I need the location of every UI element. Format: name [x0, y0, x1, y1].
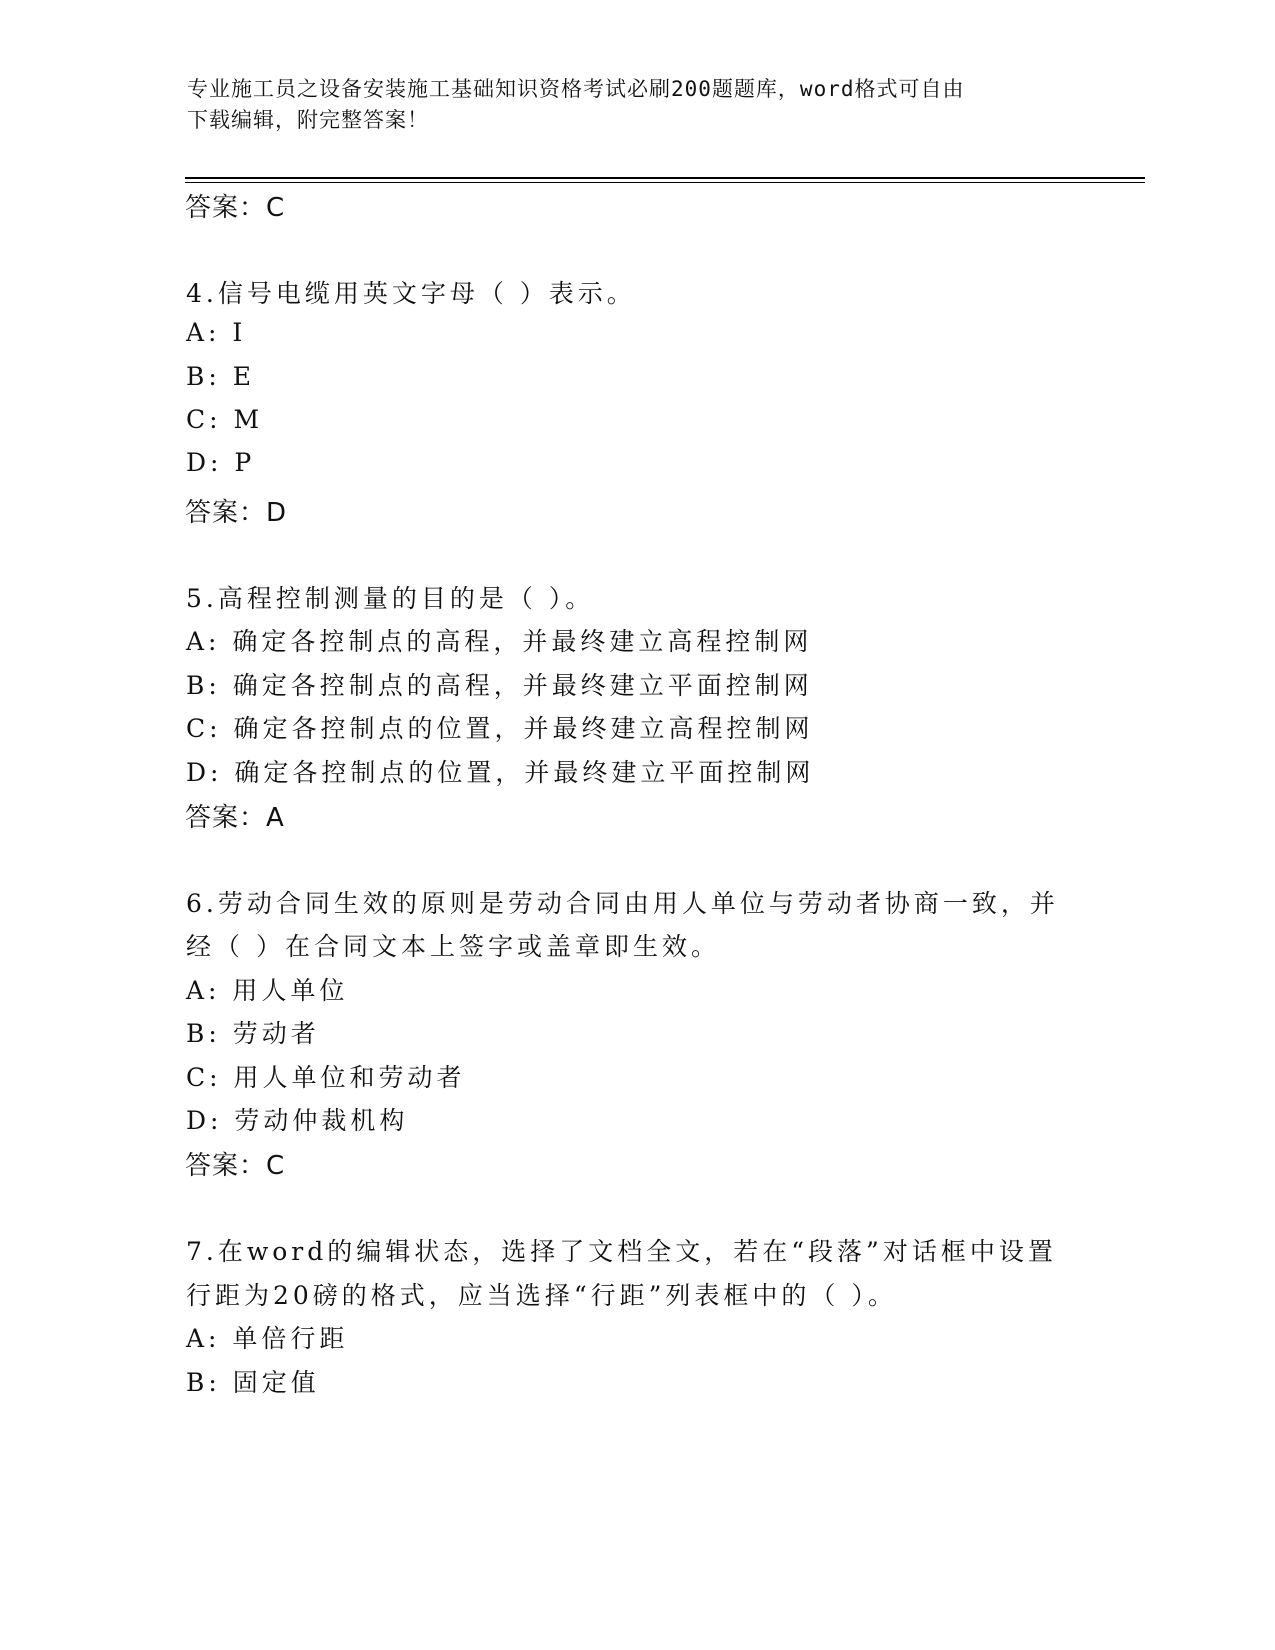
question-7-stem-line-1: 7.在word的编辑状态，选择了文档全文，若在“段落”对话框中设置: [186, 1237, 1057, 1266]
question-4-option-b: B: E: [186, 362, 255, 391]
header-line-2: 下载编辑，附完整答案！: [187, 108, 429, 132]
question-7-option-b: B: 固定值: [186, 1368, 320, 1397]
question-7-option-a: A: 单倍行距: [186, 1324, 349, 1353]
question-4-answer: 答案：D: [185, 498, 288, 528]
question-5-stem: 5.高程控制测量的目的是（ ）。: [186, 584, 595, 613]
header-divider-thin: [185, 182, 1145, 183]
question-5-option-b: B: 确定各控制点的高程，并最终建立平面控制网: [186, 671, 813, 700]
question-4-stem: 4.信号电缆用英文字母（ ）表示。: [186, 279, 636, 308]
header-divider-thick: [185, 177, 1145, 179]
question-6-stem-line-2: 经（ ）在合同文本上签字或盖章即生效。: [186, 932, 720, 961]
answer-prev: 答案：C: [185, 193, 286, 223]
question-5-option-d: D: 确定各控制点的位置，并最终建立平面控制网: [186, 758, 815, 787]
question-6-option-c: C: 用人单位和劳动者: [186, 1063, 466, 1092]
question-6-option-a: A: 用人单位: [186, 976, 349, 1005]
question-6-stem-line-1: 6.劳动合同生效的原则是劳动合同由用人单位与劳动者协商一致，并: [186, 889, 1059, 918]
question-4-option-d: D: P: [186, 448, 256, 477]
question-5-option-a: A: 确定各控制点的高程，并最终建立高程控制网: [186, 627, 813, 656]
question-6-option-d: D: 劳动仲裁机构: [186, 1106, 409, 1135]
question-4-option-a: A: I: [186, 318, 247, 347]
question-6-answer: 答案：C: [185, 1151, 286, 1181]
question-4-option-c: C: M: [186, 405, 264, 434]
question-7-stem-line-2: 行距为20磅的格式，应当选择“行距”列表框中的（ ）。: [186, 1281, 897, 1310]
question-6-option-b: B: 劳动者: [186, 1019, 320, 1048]
question-5-option-c: C: 确定各控制点的位置，并最终建立高程控制网: [186, 714, 814, 743]
question-5-answer: 答案：A: [185, 803, 285, 833]
document-header: [187, 74, 1067, 136]
header-line-1: 专业施工员之设备安装施工基础知识资格考试必刷200题题库，word格式可自由: [187, 77, 965, 101]
